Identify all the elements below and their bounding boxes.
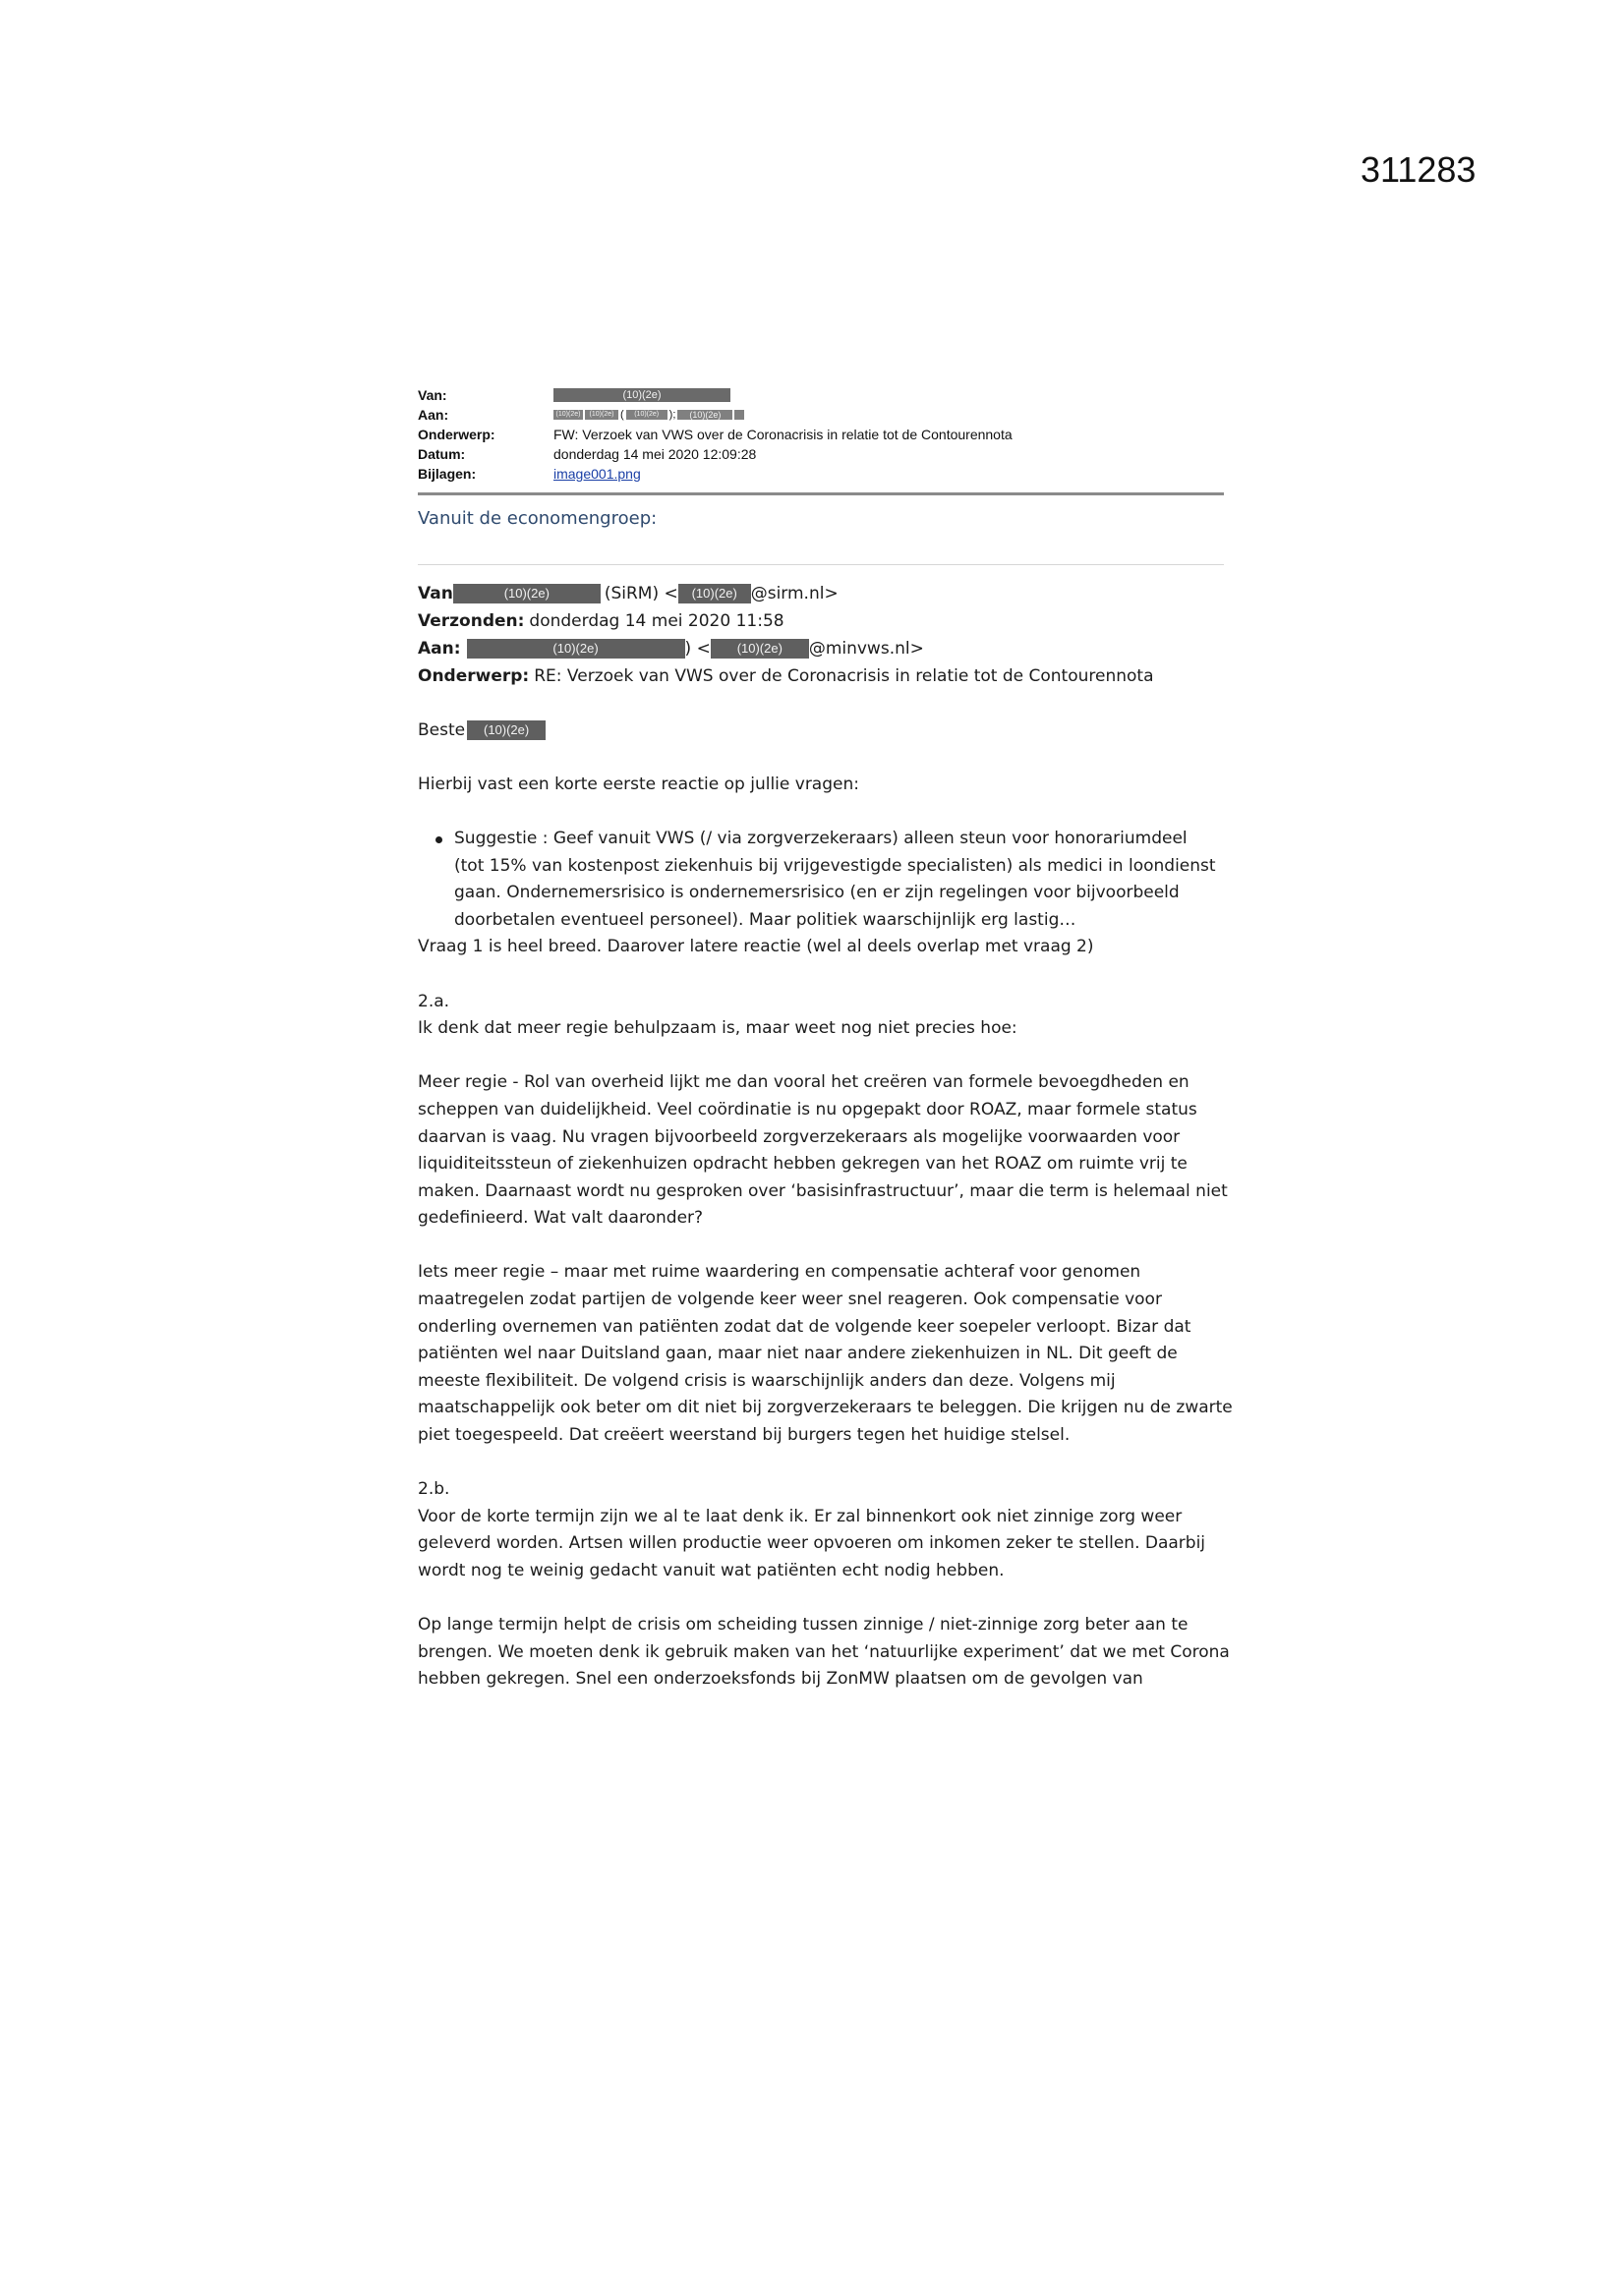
outer-van-row xyxy=(418,385,1224,405)
inner-aan-separator: ) < xyxy=(684,639,711,659)
greeting xyxy=(418,718,1234,745)
paragraph-line: brengen. We moeten denk ik gebruik maken van het ‘natuurlijke experiment’ dat we met Corona xyxy=(418,1641,1230,1662)
inner-aan-email-domain: @minvws.nl> xyxy=(808,639,924,659)
bullet-line: doorbetalen eventueel personeel). Maar politiek waarschijnlijk erg lastig… xyxy=(454,909,1076,930)
inner-verzonden-label: Verzonden: xyxy=(418,611,525,631)
outer-datum-row xyxy=(418,444,1224,464)
lange-termijn-paragraph xyxy=(418,1612,1234,1693)
paragraph-line: maatregelen zodat partijen de volgende keer weer snel reageren. Ook compensatie voor xyxy=(418,1290,1162,1310)
inner-onderwerp-label: Onderwerp: xyxy=(418,666,530,686)
header-divider xyxy=(418,492,1224,495)
attachment-link[interactable]: image001.png xyxy=(553,466,641,482)
redaction-box: (10)(2e) xyxy=(467,720,546,740)
inner-van-label: Van xyxy=(418,584,453,603)
section-2b-paragraph xyxy=(418,1504,1234,1585)
outer-bijlagen-row xyxy=(418,464,1224,484)
forwarded-email xyxy=(418,570,1234,1693)
greeting-text: Beste xyxy=(418,720,466,741)
meer-regie-paragraph xyxy=(418,1069,1234,1233)
paragraph-line: hebben gekregen. Snel een onderzoeksfonds bij ZonMW plaatsen om de gevolgen van xyxy=(418,1669,1143,1690)
redaction-box: (10)(2e) xyxy=(553,388,730,402)
section-2a-line: Ik denk dat meer regie behulpzaam is, maar weet nog niet precies hoe: xyxy=(418,1018,1017,1039)
intro-line: Vanuit de economengroep: xyxy=(418,508,658,529)
paragraph-line: Meer regie - Rol van overheid lijkt me dan vooral het creëren van formele bevoegdheden en xyxy=(418,1072,1189,1093)
outer-onderwerp-label: Onderwerp: xyxy=(418,427,495,442)
inner-van-email-domain: @sirm.nl> xyxy=(750,584,839,603)
outer-email-header xyxy=(418,385,1224,484)
outer-datum-value: donderdag 14 mei 2020 12:09:28 xyxy=(553,446,757,462)
outer-aan-row: Aan: (10)(2e) (10)(2e) ( (10)(2e) ); (10)(2e) xyxy=(418,405,1224,425)
vraag1-line: Vraag 1 is heel breed. Daarover latere reactie (wel al deels overlap met vraag 2) xyxy=(418,937,1094,957)
section-2a-title: 2.a. xyxy=(418,991,450,1011)
redaction-box: (10)(2e) xyxy=(453,584,601,603)
inner-aan-row xyxy=(418,635,1234,662)
outer-bijlagen-label: Bijlagen: xyxy=(418,466,477,482)
redaction-box: (10)(2e) xyxy=(585,410,618,420)
bullet-line: gaan. Ondernemersrisico is ondernemersrisico (en er zijn regelingen voor bijvoorbeeld xyxy=(454,883,1180,903)
bullet-icon xyxy=(435,836,442,843)
paragraph-line: liquiditeitssteun of ziekenhuizen opdracht hebben gekregen van het ROAZ om ruimte vrij te xyxy=(418,1154,1188,1175)
inner-verzonden-value: donderdag 14 mei 2020 11:58 xyxy=(529,611,784,631)
paragraph-line: daarvan is vaag. Nu vragen bijvoorbeeld zorgverzekeraars als mogelijke voorwaarden voor xyxy=(418,1126,1181,1147)
outer-onderwerp-row xyxy=(418,425,1224,444)
bullet-line: (tot 15% van kostenpost ziekenhuis bij vrijgevestigde specialisten) als medici in loondienst xyxy=(454,855,1216,876)
paragraph-line: piet toegespeeld. Dat creëert weerstand bij burgers tegen het huidige stelsel. xyxy=(418,1425,1071,1446)
redaction-box: (10)(2e) xyxy=(678,584,751,603)
paragraph-line: wordt nog te weinig gedacht vanuit wat patiënten echt nodig hebben. xyxy=(418,1561,1005,1580)
inner-van-row xyxy=(418,580,1234,607)
inner-onderwerp-row xyxy=(418,662,1234,690)
section-2b-title: 2.b. xyxy=(418,1479,450,1500)
inner-onderwerp-value: RE: Verzoek van VWS over de Coronacrisis in relatie tot de Contourennota xyxy=(534,666,1154,686)
reply-divider xyxy=(418,564,1224,565)
outer-van-label: Van: xyxy=(418,387,447,403)
paragraph-line: Op lange termijn helpt de crisis om scheiding tussen zinnige / niet-zinnige zorg beter aan te xyxy=(418,1615,1189,1636)
body-intro: Hierbij vast een korte eerste reactie op jullie vragen: xyxy=(418,774,859,794)
redaction-box: (10)(2e) xyxy=(553,410,583,420)
inner-aan-label: Aan: xyxy=(418,639,461,659)
paragraph-line: Iets meer regie – maar met ruime waardering en compensatie achteraf voor genomen xyxy=(418,1262,1141,1283)
paragraph-line: maatschappelijk ook beter om dit niet bij zorgverzekeraars te beleggen. Die krijgen nu de zwarte xyxy=(418,1398,1233,1418)
bullet-line: Suggestie : Geef vanuit VWS (/ via zorgverzekeraars) alleen steun voor honorariumdeel xyxy=(454,828,1188,848)
suggestion-bullet xyxy=(418,826,1234,934)
paragraph-line: patiënten wel naar Duitsland gaan, maar niet naar andere ziekenhuizen in NL. Dit geeft de xyxy=(418,1344,1178,1364)
outer-datum-label: Datum: xyxy=(418,446,466,462)
paragraph-line: Voor de korte termijn zijn we al te laat denk ik. Er zal binnenkort ook niet zinnige zorg weer xyxy=(418,1506,1183,1526)
inner-verzonden-row xyxy=(418,607,1234,635)
redaction-box: (10)(2e) xyxy=(626,410,667,420)
paragraph-line: geleverd worden. Artsen willen productie weer opvoeren om inkomen zeker te stellen. Daarbij xyxy=(418,1533,1206,1554)
outer-aan-label: Aan: xyxy=(418,407,449,423)
iets-meer-regie-paragraph xyxy=(418,1259,1234,1449)
redaction-box xyxy=(734,410,744,420)
paragraph-line: meeste flexibiliteit. De volgend crisis is waarschijnlijk anders dan deze. Volgens mij xyxy=(418,1370,1116,1391)
paragraph-line: onderling overnemen van patiënten zodat dat de volgende keer soepeler verloopt. Bizar dat xyxy=(418,1316,1191,1337)
paragraph-line: gedefinieerd. Wat valt daaronder? xyxy=(418,1208,704,1229)
paragraph-line: maken. Daarnaast wordt nu gesproken over ‘basisinfrastructuur’, maar die term is helemaal niet xyxy=(418,1180,1228,1201)
paragraph-line: scheppen van duidelijkheid. Veel coördinatie is nu opgepakt door ROAZ, maar formele status xyxy=(418,1099,1197,1119)
outer-onderwerp-value: FW: Verzoek van VWS over de Coronacrisis in relatie tot de Contourennota xyxy=(553,427,1013,442)
document-number: 311283 xyxy=(1361,149,1477,190)
redaction-box: (10)(2e) xyxy=(711,639,809,659)
redaction-box: (10)(2e) xyxy=(467,639,685,659)
redaction-box: (10)(2e) xyxy=(677,410,732,420)
inner-van-org: (SiRM) < xyxy=(604,584,678,603)
